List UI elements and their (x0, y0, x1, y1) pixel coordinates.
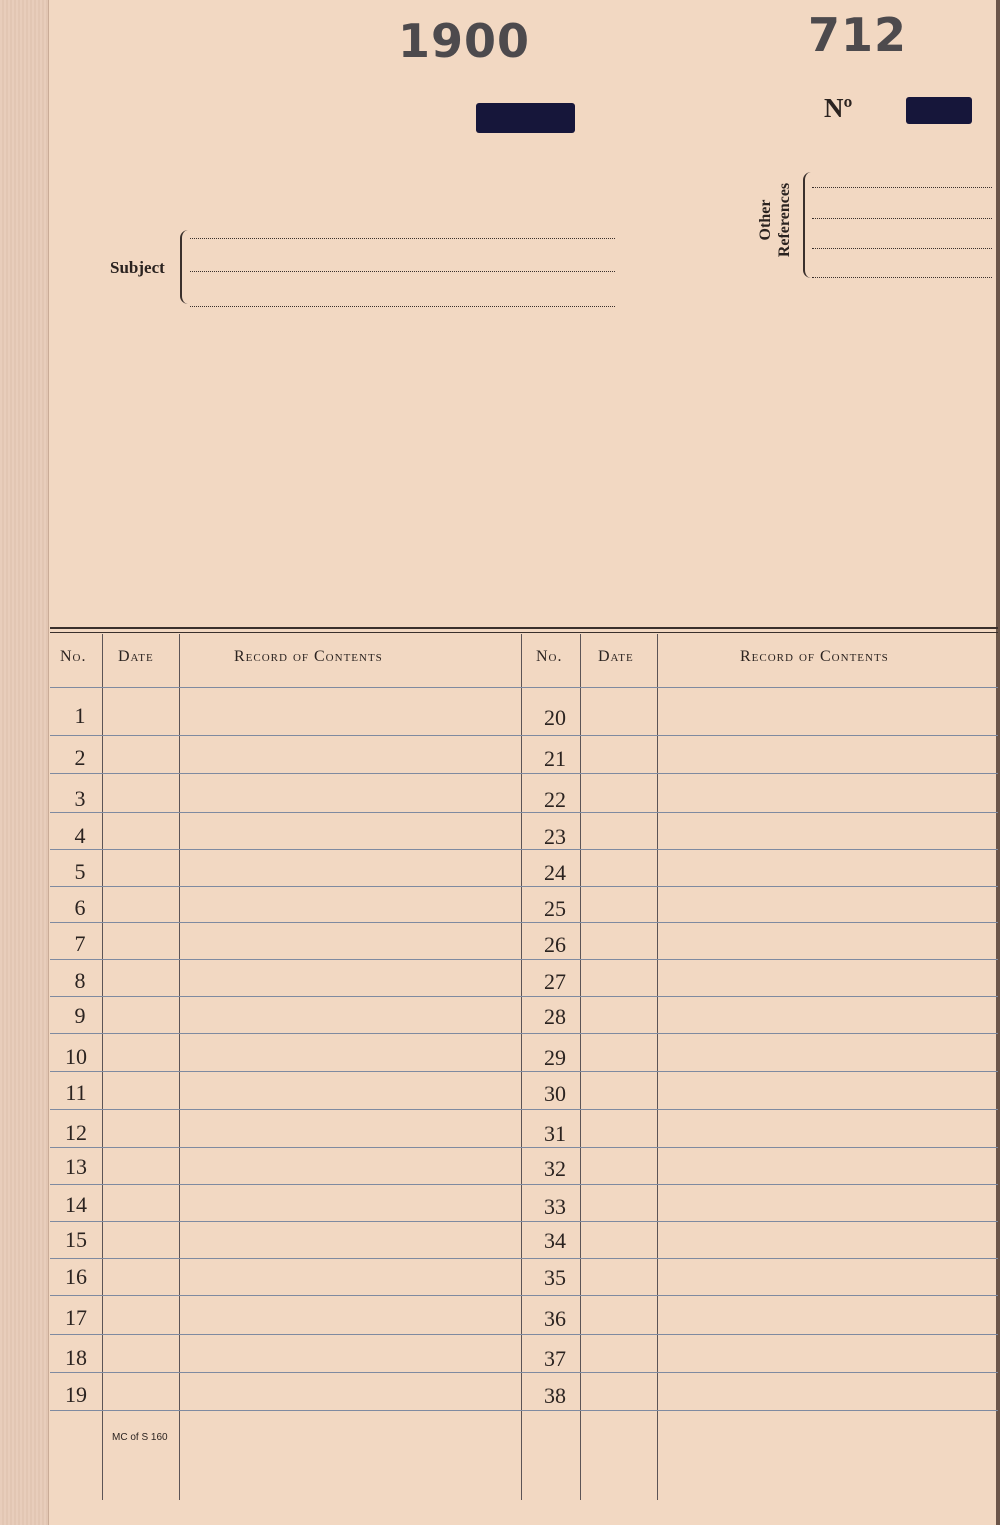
table-top-rule (50, 632, 998, 633)
row-rule (50, 1147, 998, 1148)
year-stamp: 1900 (398, 14, 531, 68)
row-number: 7 (74, 931, 86, 956)
column-rule (657, 634, 658, 1500)
number-label: Nº (824, 93, 853, 123)
subject-line (190, 271, 615, 272)
row-rule (50, 886, 998, 887)
row-number: 29 (544, 1045, 566, 1070)
row-number: 38 (544, 1383, 566, 1408)
other-references-label: Other References (757, 182, 793, 258)
header-no-left: No. (60, 648, 87, 665)
reference-line (812, 248, 992, 249)
row-rule (50, 773, 998, 774)
row-number: 22 (544, 787, 566, 812)
reference-line (812, 277, 992, 278)
column-rule (521, 634, 522, 1500)
form-code: MC of S 160 (112, 1432, 168, 1443)
header-record-left: Record of Contents (234, 648, 383, 665)
redaction-mark (906, 97, 972, 124)
row-number: 26 (544, 932, 566, 957)
row-rule (50, 735, 998, 736)
row-number: 27 (544, 969, 566, 994)
row-rule (50, 1109, 998, 1110)
row-rule (50, 849, 998, 850)
row-number: 21 (544, 746, 566, 771)
row-rule (50, 1372, 998, 1373)
row-number: 5 (74, 859, 86, 884)
row-number: 37 (544, 1346, 566, 1371)
row-number: 36 (544, 1306, 566, 1331)
subject-brace (180, 230, 190, 304)
row-number: 8 (74, 968, 86, 993)
row-number: 23 (544, 824, 566, 849)
row-number: 16 (65, 1264, 87, 1289)
row-number: 10 (65, 1044, 87, 1069)
row-number: 33 (544, 1194, 566, 1219)
row-number: 14 (65, 1192, 87, 1217)
row-rule (50, 922, 998, 923)
reference-line (812, 187, 992, 188)
row-number: 17 (65, 1305, 87, 1330)
row-number: 13 (65, 1154, 87, 1179)
row-number: 12 (65, 1120, 87, 1145)
row-rule (50, 1334, 998, 1335)
row-rule (50, 1184, 998, 1185)
row-rule (50, 1221, 998, 1222)
table-top-rule (50, 627, 998, 629)
reference-line (812, 218, 992, 219)
subject-label: Subject (110, 258, 165, 277)
row-rule (50, 996, 998, 997)
row-number: 31 (544, 1121, 566, 1146)
subject-line (190, 238, 615, 239)
header-date-left: Date (118, 648, 154, 665)
header-date-right: Date (598, 648, 634, 665)
row-number: 6 (74, 895, 86, 920)
row-number: 35 (544, 1265, 566, 1290)
row-number: 25 (544, 896, 566, 921)
file-number-stamp: 712 (808, 8, 908, 62)
row-number: 9 (74, 1003, 86, 1028)
row-number: 28 (544, 1004, 566, 1029)
redaction-mark (476, 103, 575, 133)
binding-spine (0, 0, 49, 1525)
column-rule (179, 634, 180, 1500)
row-number: 4 (74, 823, 86, 848)
row-number: 11 (65, 1080, 87, 1105)
row-rule (50, 1295, 998, 1296)
row-rule (50, 959, 998, 960)
row-rule (50, 1033, 998, 1034)
page-edge (996, 0, 1000, 1525)
header-no-right: No. (536, 648, 563, 665)
row-number: 24 (544, 860, 566, 885)
row-rule (50, 1410, 998, 1411)
row-number: 2 (74, 745, 86, 770)
row-number: 3 (74, 786, 86, 811)
row-number: 32 (544, 1156, 566, 1181)
row-rule (50, 687, 998, 688)
row-rule (50, 1071, 998, 1072)
row-number: 30 (544, 1081, 566, 1106)
subject-line (190, 306, 615, 307)
header-record-right: Record of Contents (740, 648, 889, 665)
row-number: 19 (65, 1382, 87, 1407)
row-number: 20 (544, 705, 566, 730)
row-number: 15 (65, 1227, 87, 1252)
row-number: 1 (74, 703, 86, 728)
row-number: 18 (65, 1345, 87, 1370)
row-rule (50, 1258, 998, 1259)
row-number: 34 (544, 1228, 566, 1253)
row-rule (50, 812, 998, 813)
